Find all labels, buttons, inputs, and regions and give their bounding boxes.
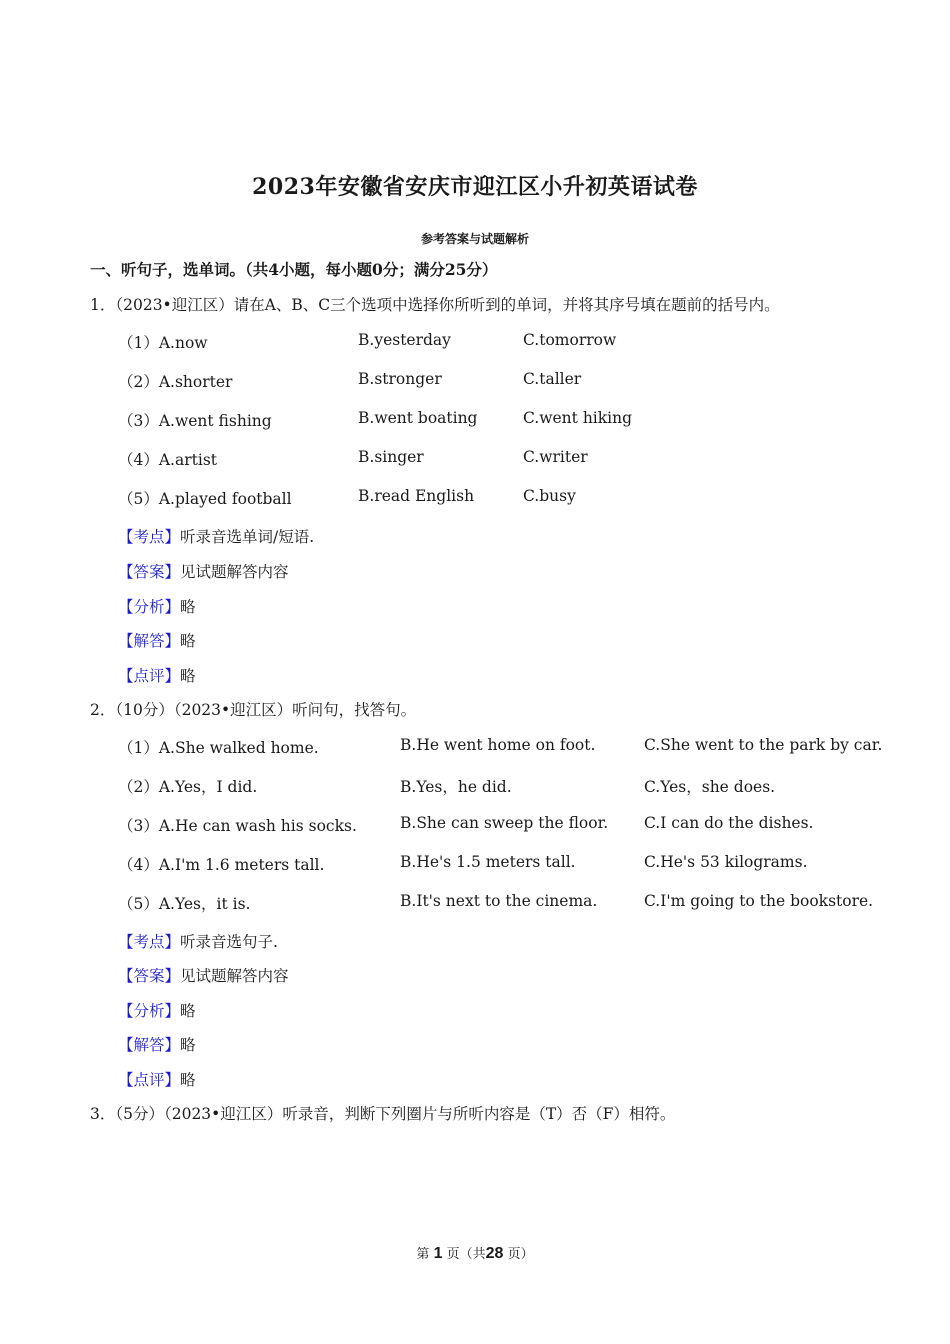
analysis-tag: 【分析】 [118, 598, 181, 616]
q2-analysis-solution [118, 1033, 196, 1055]
q2-option-row [118, 736, 918, 758]
q1-option-a: （4）A.artist [118, 451, 218, 469]
q2-option-c: C.Yes，she does. [644, 778, 776, 796]
analysis-tag: 【解答】 [118, 1036, 181, 1054]
footer-suffix: 页） [507, 1247, 534, 1262]
q2-option-b: B.He went home on foot. [400, 736, 596, 754]
q2-option-c: C.I'm going to the bookstore. [644, 892, 874, 910]
q1-option-b: B.yesterday [358, 331, 451, 349]
q1-option-b: B.singer [358, 448, 424, 466]
analysis-text: 略 [180, 598, 196, 616]
section-heading: 一、听句子，选单词。（共4小题，每小题0分；满分25分） [90, 260, 498, 279]
analysis-text: 略 [180, 1036, 196, 1054]
q1-option-b: B.read English [358, 487, 475, 505]
analysis-tag: 【点评】 [118, 1071, 181, 1089]
q1-analysis-solution [118, 629, 196, 651]
q2-analysis-analysis [118, 999, 196, 1021]
q1-option-c: C.taller [523, 370, 582, 388]
q2-option-b: B.He's 1.5 meters tall. [400, 853, 576, 871]
q2-option-row [118, 814, 918, 836]
analysis-text: 略 [180, 632, 196, 650]
page-subtitle: 参考答案与试题解析 [420, 232, 529, 246]
q1-analysis-analysis [118, 595, 196, 617]
question-3-stem: 3．（5分）（2023•迎江区）听录音，判断下列圈片与所听内容是（T）否（F）相符。 [90, 1105, 676, 1123]
q2-option-c: C.She went to the park by car. [644, 736, 883, 754]
q2-option-row [118, 892, 918, 914]
footer-page-number: 1 [433, 1245, 443, 1262]
q1-option-row [118, 331, 918, 353]
q1-option-c: C.tomorrow [523, 331, 617, 349]
q2-option-a: （4）A.I'm 1.6 meters tall. [118, 856, 325, 874]
analysis-text: 略 [180, 667, 196, 685]
question-1-stem: 1．（2023•迎江区）请在A、B、C三个选项中选择你所听到的单词，并将其序号填在题前的括号内。 [90, 296, 780, 314]
q2-option-c: C.I can do the dishes. [644, 814, 814, 832]
q2-analysis-answer [118, 964, 289, 986]
page-footer [0, 1243, 950, 1263]
analysis-tag: 【点评】 [118, 667, 181, 685]
q1-option-c: C.went hiking [523, 409, 633, 427]
q2-option-a: （1）A.She walked home. [118, 739, 319, 757]
q1-option-a: （3）A.went fishing [118, 412, 272, 430]
q2-option-a: （2）A.Yes，I did. [118, 778, 258, 796]
analysis-tag: 【答案】 [118, 563, 181, 581]
q2-option-a: （5）A.Yes，it is. [118, 895, 251, 913]
footer-total-pages: 28 [485, 1245, 504, 1262]
page-title: 2023年安徽省安庆市迎江区小升初英语试卷 [252, 174, 698, 200]
q2-option-b: B.Yes，he did. [400, 778, 512, 796]
q2-option-b: B.It's next to the cinema. [400, 892, 598, 910]
q1-option-a: （1）A.now [118, 334, 208, 352]
q1-option-c: C.writer [523, 448, 588, 466]
question-2-stem: 2．（10分）（2023•迎江区）听问句，找答句。 [90, 701, 417, 719]
q1-option-b: B.went boating [358, 409, 478, 427]
analysis-tag: 【考点】 [118, 933, 181, 951]
q2-analysis-point [118, 930, 278, 952]
q2-option-b: B.She can sweep the floor. [400, 814, 609, 832]
analysis-text: 听录音选句子. [180, 933, 278, 951]
q2-option-c: C.He's 53 kilograms. [644, 853, 808, 871]
q1-option-row [118, 487, 918, 509]
q1-analysis-point [118, 525, 314, 547]
q1-option-row [118, 448, 918, 470]
q2-analysis-comment [118, 1068, 196, 1090]
q1-analysis-comment [118, 664, 196, 686]
analysis-tag: 【解答】 [118, 632, 181, 650]
q1-analysis-answer [118, 560, 289, 582]
q2-option-row [118, 775, 918, 797]
q1-option-row [118, 409, 918, 431]
analysis-text: 见试题解答内容 [180, 563, 289, 581]
footer-middle: 页（共 [446, 1247, 486, 1262]
q2-option-a: （3）A.He can wash his socks. [118, 817, 357, 835]
q2-option-row [118, 853, 918, 875]
analysis-text: 听录音选单词/短语. [180, 528, 315, 546]
footer-prefix: 第 [416, 1247, 430, 1262]
analysis-text: 略 [180, 1071, 196, 1089]
analysis-tag: 【考点】 [118, 528, 181, 546]
q1-option-a: （2）A.shorter [118, 373, 233, 391]
analysis-tag: 【分析】 [118, 1002, 181, 1020]
analysis-text: 略 [180, 1002, 196, 1020]
q1-option-c: C.busy [523, 487, 576, 505]
q1-option-row [118, 370, 918, 392]
q1-option-b: B.stronger [358, 370, 442, 388]
q1-option-a: （5）A.played football [118, 490, 292, 508]
analysis-tag: 【答案】 [118, 967, 181, 985]
analysis-text: 见试题解答内容 [180, 967, 289, 985]
